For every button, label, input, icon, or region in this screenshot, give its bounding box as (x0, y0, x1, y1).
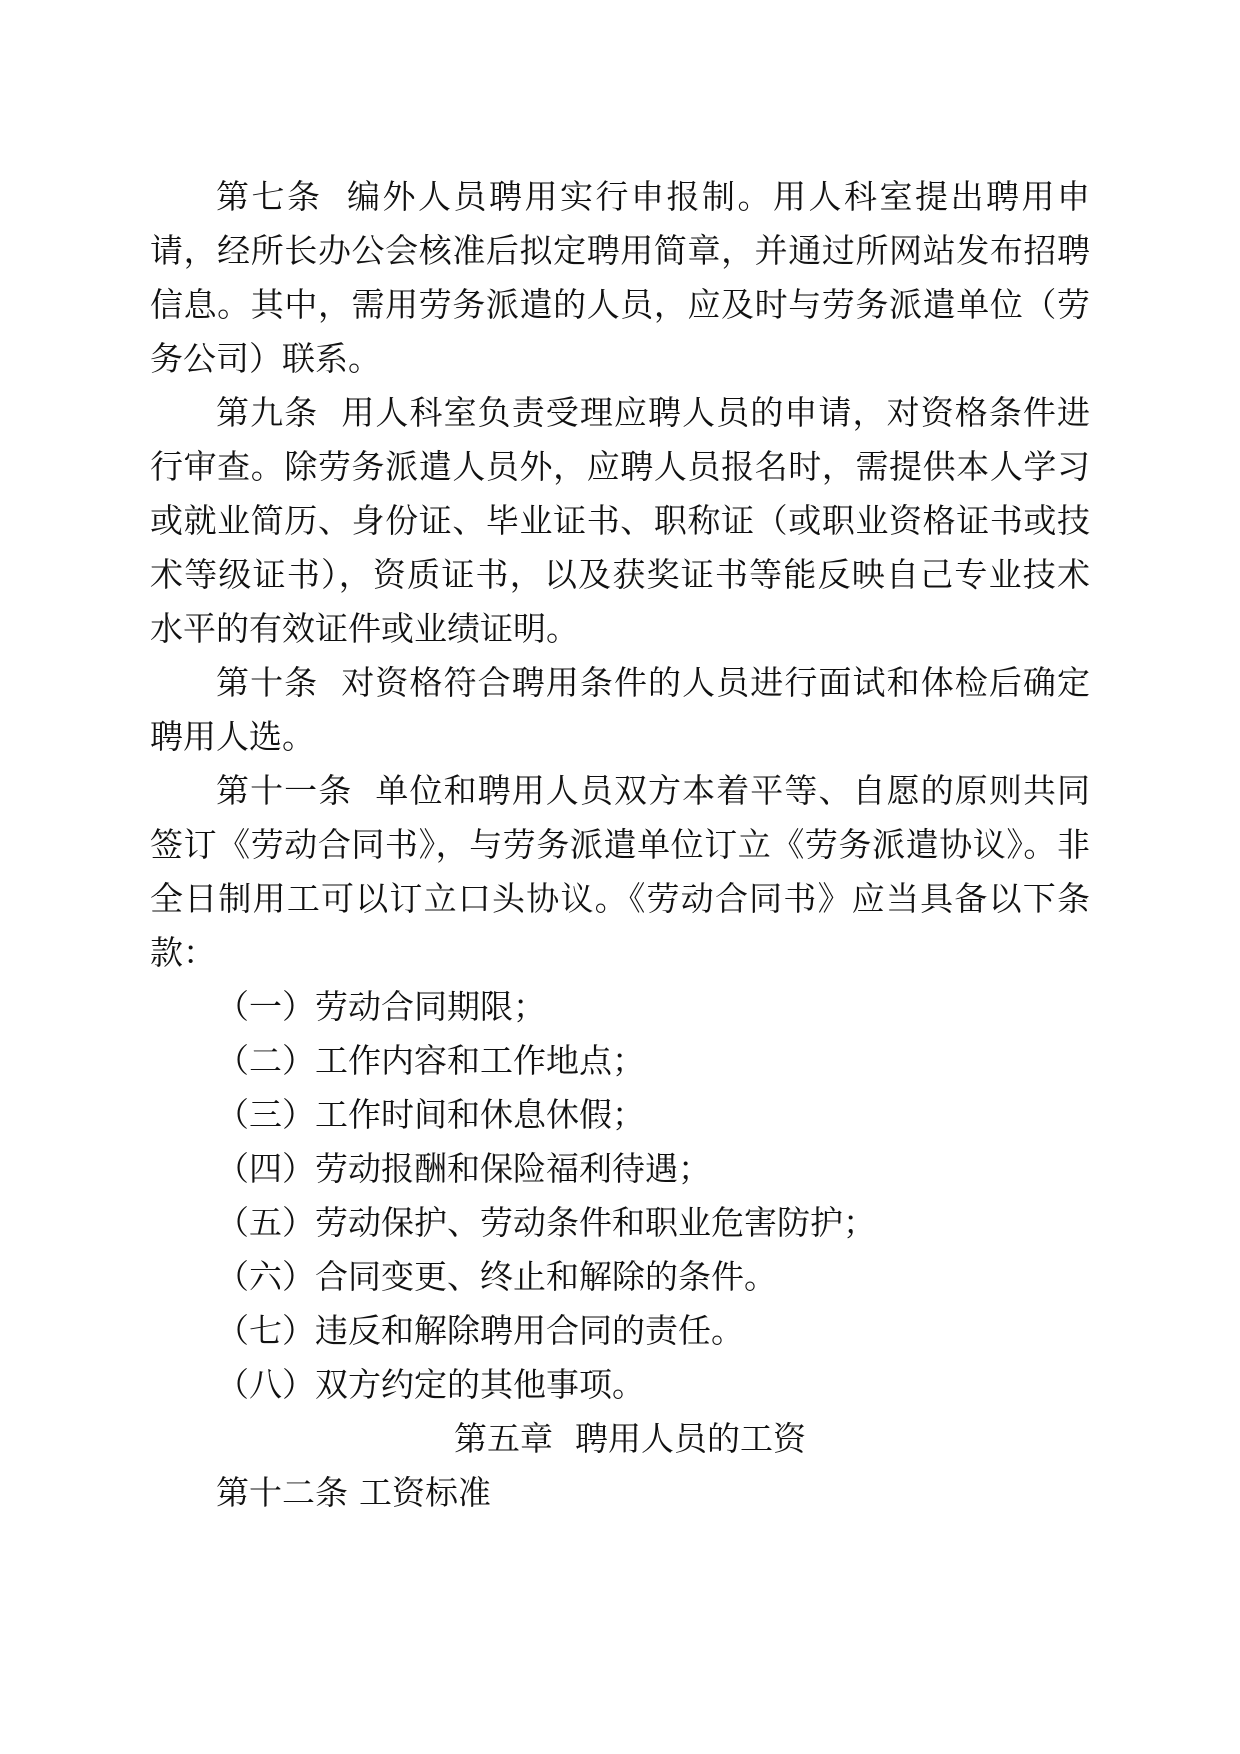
article-7 (150, 170, 1090, 386)
article-10 (150, 656, 1090, 764)
chapter-heading (150, 1412, 1090, 1466)
article-9-text: 用人科室负责受理应聘人员的申请，对资格条件进行审查。除劳务派遣人员外，应聘人员报名时，需提供本人学习或就业简历、身份证、毕业证书、职称证（或职业资格证书或技术等级证书），资质证书，以及获奖证书等能反映自己专业技术水平的有效证件或业绩证明。 (150, 393, 1091, 648)
article-12-title: 工资标准 (359, 1473, 491, 1512)
clause-1: （一）劳动合同期限； (216, 987, 546, 1026)
clause-2: （二）工作内容和工作地点； (216, 1041, 645, 1080)
document-body (150, 170, 1090, 1520)
article-10-label: 第十条 (216, 663, 319, 702)
chapter-label: 第五章 (454, 1419, 553, 1458)
clause-6: （六）合同变更、终止和解除的条件。 (216, 1257, 777, 1296)
article-10-text: 对资格符合聘用条件的人员进行面试和体检后确定聘用人选。 (150, 663, 1091, 756)
clause-7: （七）违反和解除聘用合同的责任。 (216, 1311, 744, 1350)
article-7-label: 第七条 (216, 177, 323, 216)
chapter-title: 聘用人员的工资 (575, 1419, 806, 1458)
article-12-heading (150, 1466, 1090, 1520)
article-11 (150, 764, 1090, 980)
clause-5: （五）劳动保护、劳动条件和职业危害防护； (216, 1203, 876, 1242)
article-12-label: 第十二条 (216, 1473, 348, 1512)
article-11-text: 单位和聘用人员双方本着平等、自愿的原则共同签订《劳动合同书》，与劳务派遣单位订立《劳务派遣协议》。非全日制用工可以订立口头协议。《劳动合同书》应当具备以下条款： (150, 771, 1091, 972)
clause-8: （八）双方约定的其他事项。 (216, 1365, 645, 1404)
article-11-label: 第十一条 (216, 771, 353, 810)
article-9-label: 第九条 (216, 393, 319, 432)
article-9 (150, 386, 1090, 656)
clause-4: （四）劳动报酬和保险福利待遇； (216, 1149, 711, 1188)
article-7-text: 编外人员聘用实行申报制。用人科室提出聘用申请，经所长办公会核准后拟定聘用简章，并通过所网站发布招聘信息。其中，需用劳务派遣的人员，应及时与劳务派遣单位（劳务公司）联系。 (150, 177, 1090, 378)
clause-3: （三）工作时间和休息休假； (216, 1095, 645, 1134)
